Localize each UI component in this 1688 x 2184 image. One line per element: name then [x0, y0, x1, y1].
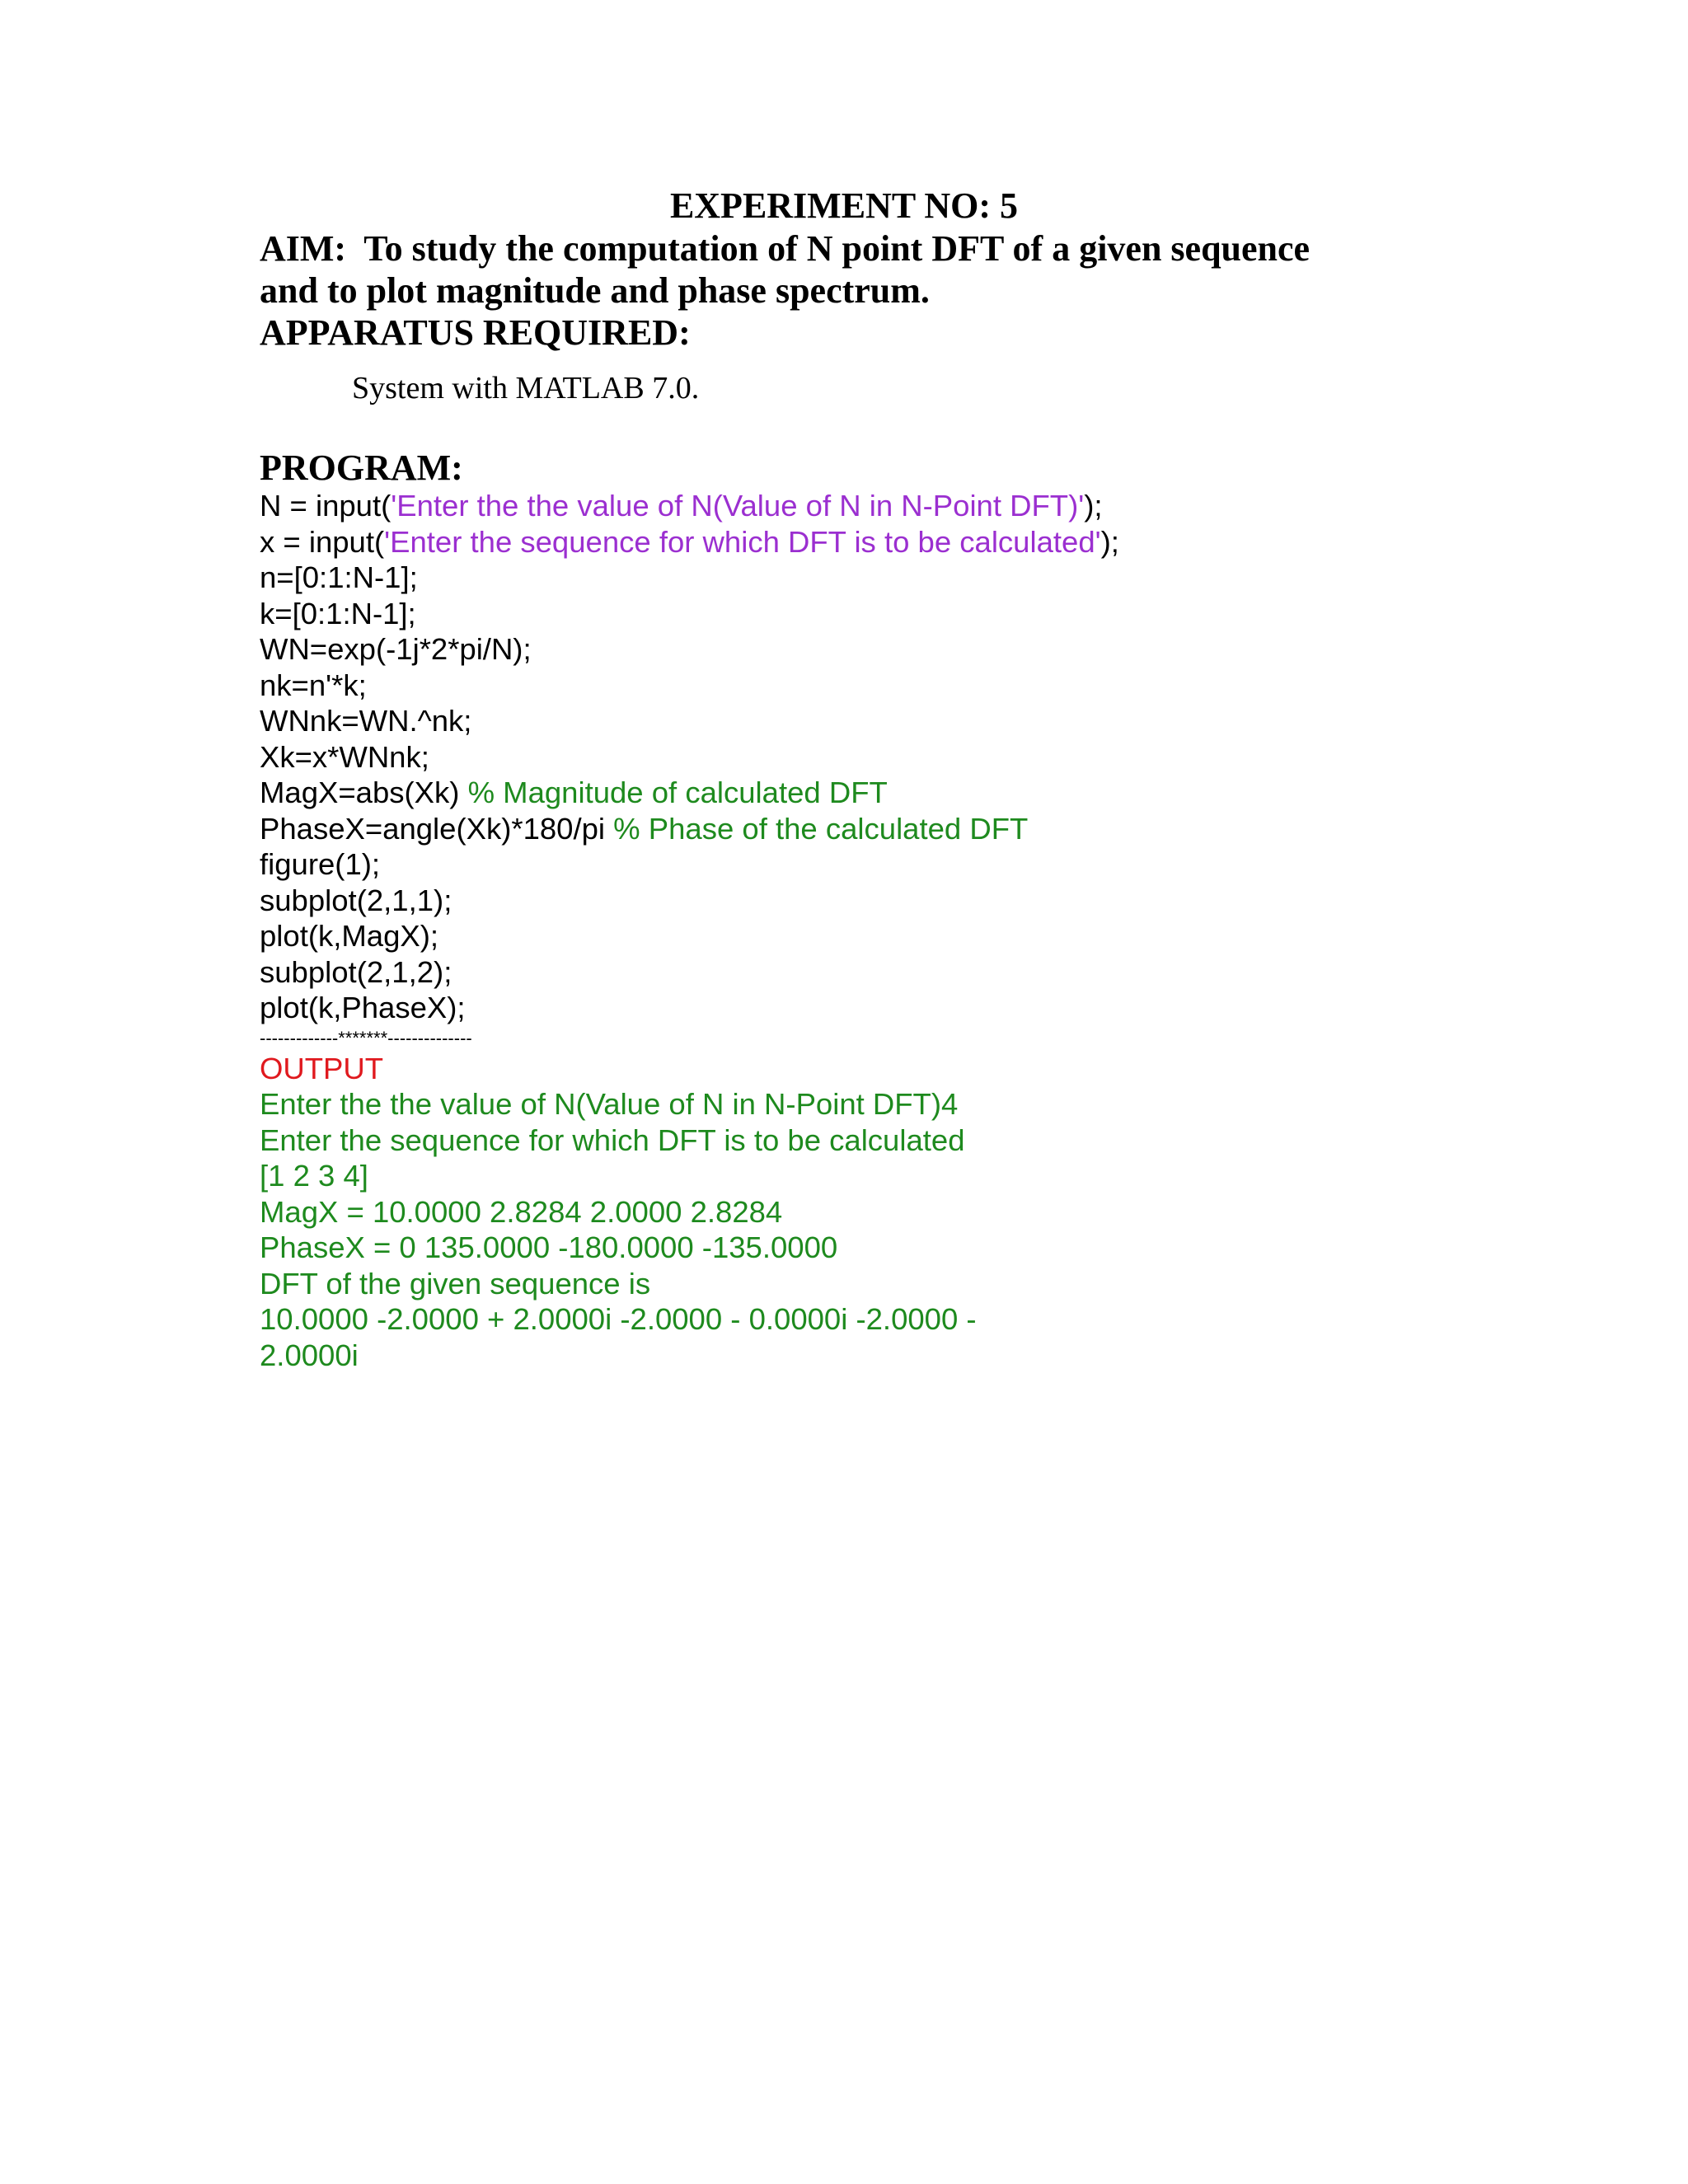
program-code — [260, 488, 1119, 1373]
output-label: OUTPUT — [260, 1051, 384, 1085]
code-line: n=[0:1:N-1]; — [260, 560, 418, 594]
code-text: MagX=abs(Xk) — [260, 776, 468, 809]
apparatus-item: System with MATLAB 7.0. — [352, 371, 700, 405]
output-line: 2.0000i — [260, 1338, 359, 1372]
output-line: PhaseX = 0 135.0000 -180.0000 -135.0000 — [260, 1230, 838, 1264]
code-line — [260, 775, 1119, 811]
code-comment: % Phase of the calculated DFT — [613, 811, 1029, 846]
code-line: WNnk=WN.^nk; — [260, 704, 472, 738]
aim-line-2: and to plot magnitude and phase spectrum. — [260, 270, 930, 311]
output-line: [1 2 3 4] — [260, 1159, 368, 1193]
code-text: x = input( — [260, 524, 385, 559]
code-line — [260, 811, 1119, 847]
code-line: subplot(2,1,2); — [260, 954, 452, 989]
code-line: plot(k,MagX); — [260, 919, 439, 953]
code-line: plot(k,PhaseX); — [260, 991, 466, 1024]
code-text: PhaseX=angle(Xk)*180/pi — [260, 811, 614, 846]
code-line: WN=exp(-1j*2*pi/N); — [260, 632, 532, 666]
code-text: ); — [1084, 489, 1103, 523]
output-line: DFT of the given sequence is — [260, 1266, 651, 1301]
code-line — [260, 488, 1119, 524]
code-text: ); — [1100, 524, 1119, 559]
code-line: k=[0:1:N-1]; — [260, 596, 416, 630]
program-heading: PROGRAM: — [260, 448, 463, 488]
output-line: MagX = 10.0000 2.8284 2.0000 2.8284 — [260, 1194, 783, 1229]
code-text: N = input( — [260, 489, 392, 523]
apparatus-heading: APPARATUS REQUIRED: — [260, 312, 691, 353]
separator-line: -------------*******-------------- — [260, 1027, 472, 1048]
output-line: 10.0000 -2.0000 + 2.0000i -2.0000 - 0.0000i -2.0000 - — [260, 1302, 977, 1336]
code-line — [260, 524, 1119, 560]
experiment-title: EXPERIMENT NO: 5 — [669, 185, 1019, 226]
code-line: figure(1); — [260, 847, 381, 881]
output-line: Enter the the value of N(Value of N in N-Point DFT)4 — [260, 1087, 959, 1121]
code-comment: % Magnitude of calculated DFT — [467, 776, 888, 809]
code-string: 'Enter the sequence for which DFT is to be calculated' — [384, 524, 1101, 559]
aim-statement — [260, 227, 1661, 312]
aim-line-1: AIM: To study the computation of N point DFT of a given sequence — [260, 228, 1311, 269]
code-line: subplot(2,1,1); — [260, 883, 452, 917]
output-line: Enter the sequence for which DFT is to be calculated — [260, 1122, 965, 1157]
code-line: nk=n'*k; — [260, 668, 367, 702]
code-line: Xk=x*WNnk; — [260, 739, 429, 774]
code-string: 'Enter the the value of N(Value of N in N-Point DFT)' — [391, 489, 1085, 523]
